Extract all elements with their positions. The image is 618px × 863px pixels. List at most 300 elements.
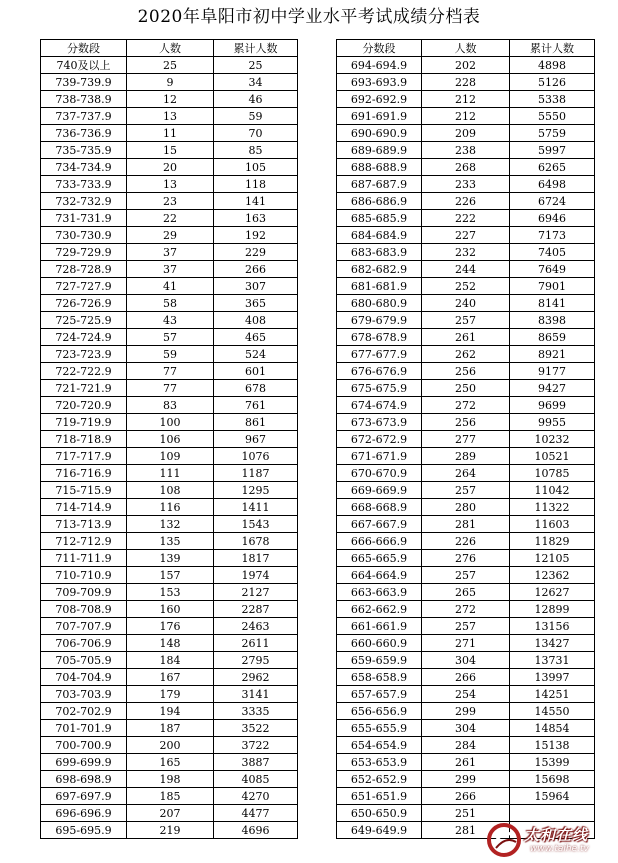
table-row	[41, 567, 298, 584]
table-row	[41, 193, 298, 210]
count-cell: 268	[422, 159, 510, 176]
count-cell: 304	[422, 652, 510, 669]
table-row	[337, 601, 595, 618]
count-cell: 238	[422, 142, 510, 159]
table-row	[41, 737, 298, 754]
score-range-cell: 664-664.9	[337, 567, 422, 584]
count-cell: 100	[127, 414, 214, 431]
taihe-logo-icon	[486, 822, 522, 858]
cumulative-count-cell: 4696	[214, 822, 298, 839]
score-range-cell: 707-707.9	[41, 618, 127, 635]
score-range-cell: 689-689.9	[337, 142, 422, 159]
score-range-cell: 661-661.9	[337, 618, 422, 635]
count-cell: 198	[127, 771, 214, 788]
cumulative-count-cell: 761	[214, 397, 298, 414]
score-range-cell: 708-708.9	[41, 601, 127, 618]
table-row	[41, 74, 298, 91]
cumulative-count-cell: 1817	[214, 550, 298, 567]
cumulative-count-cell: 118	[214, 176, 298, 193]
cumulative-count-cell: 11829	[510, 533, 595, 550]
cumulative-count-cell: 229	[214, 244, 298, 261]
table-row	[337, 652, 595, 669]
table-row	[337, 567, 595, 584]
count-cell: 261	[422, 329, 510, 346]
cumulative-count-cell: 5126	[510, 74, 595, 91]
cumulative-count-cell: 967	[214, 431, 298, 448]
cumulative-count-cell	[510, 805, 595, 822]
column-header-cumulative: 累计人数	[214, 40, 298, 57]
table-row	[337, 448, 595, 465]
table-row	[41, 533, 298, 550]
count-cell: 148	[127, 635, 214, 652]
cumulative-count-cell: 85	[214, 142, 298, 159]
count-cell: 272	[422, 601, 510, 618]
table-row	[41, 159, 298, 176]
count-cell: 212	[422, 108, 510, 125]
table-row	[41, 346, 298, 363]
cumulative-count-cell: 7173	[510, 227, 595, 244]
table-row	[41, 210, 298, 227]
table-row	[337, 261, 595, 278]
count-cell: 272	[422, 397, 510, 414]
cumulative-count-cell: 1974	[214, 567, 298, 584]
score-range-cell: 652-652.9	[337, 771, 422, 788]
cumulative-count-cell: 12627	[510, 584, 595, 601]
table-row	[337, 210, 595, 227]
score-range-cell: 699-699.9	[41, 754, 127, 771]
score-range-cell: 698-698.9	[41, 771, 127, 788]
count-cell: 176	[127, 618, 214, 635]
table-row	[337, 91, 595, 108]
score-range-cell: 729-729.9	[41, 244, 127, 261]
count-cell: 184	[127, 652, 214, 669]
cumulative-count-cell: 6724	[510, 193, 595, 210]
table-row	[41, 669, 298, 686]
cumulative-count-cell: 1187	[214, 465, 298, 482]
count-cell: 232	[422, 244, 510, 261]
cumulative-count-cell: 1295	[214, 482, 298, 499]
table-row	[41, 686, 298, 703]
count-cell: 37	[127, 244, 214, 261]
cumulative-count-cell: 10521	[510, 448, 595, 465]
score-table-right	[336, 39, 595, 839]
table-row	[41, 244, 298, 261]
score-range-cell: 696-696.9	[41, 805, 127, 822]
table-row	[337, 193, 595, 210]
page-title: 2020年阜阳市初中学业水平考试成绩分档表	[137, 7, 481, 27]
score-range-cell: 705-705.9	[41, 652, 127, 669]
table-row	[337, 618, 595, 635]
score-range-cell: 716-716.9	[41, 465, 127, 482]
score-range-cell: 702-702.9	[41, 703, 127, 720]
table-row	[337, 244, 595, 261]
count-cell: 261	[422, 754, 510, 771]
table-row	[41, 465, 298, 482]
score-range-cell: 686-686.9	[337, 193, 422, 210]
score-range-cell: 651-651.9	[337, 788, 422, 805]
table-row	[41, 788, 298, 805]
table-row	[41, 397, 298, 414]
count-cell: 257	[422, 567, 510, 584]
score-range-cell: 735-735.9	[41, 142, 127, 159]
table-row	[337, 669, 595, 686]
watermark-text: 太和在线	[524, 826, 589, 844]
count-cell: 109	[127, 448, 214, 465]
score-range-cell: 731-731.9	[41, 210, 127, 227]
table-row	[337, 788, 595, 805]
score-table-left	[40, 39, 298, 839]
table-row	[337, 533, 595, 550]
column-header-count: 人数	[127, 40, 214, 57]
score-range-cell: 714-714.9	[41, 499, 127, 516]
table-row	[337, 278, 595, 295]
table-row	[41, 142, 298, 159]
table-row	[41, 414, 298, 431]
table-row	[337, 363, 595, 380]
column-header-cumulative: 累计人数	[510, 40, 595, 57]
cumulative-count-cell: 14854	[510, 720, 595, 737]
count-cell: 116	[127, 499, 214, 516]
score-range-cell: 660-660.9	[337, 635, 422, 652]
count-cell: 209	[422, 125, 510, 142]
score-range-cell: 740及以上	[41, 57, 127, 74]
count-cell: 200	[127, 737, 214, 754]
table-row	[41, 125, 298, 142]
cumulative-count-cell: 524	[214, 346, 298, 363]
count-cell: 264	[422, 465, 510, 482]
table-row	[337, 686, 595, 703]
table-row	[41, 448, 298, 465]
cumulative-count-cell: 5550	[510, 108, 595, 125]
table-row	[337, 176, 595, 193]
count-cell: 194	[127, 703, 214, 720]
score-range-cell: 726-726.9	[41, 295, 127, 312]
score-range-cell: 720-720.9	[41, 397, 127, 414]
count-cell: 226	[422, 533, 510, 550]
table-row	[41, 176, 298, 193]
cumulative-count-cell: 601	[214, 363, 298, 380]
column-header-count: 人数	[422, 40, 510, 57]
count-cell: 276	[422, 550, 510, 567]
column-header-score-range: 分数段	[41, 40, 127, 57]
cumulative-count-cell: 13997	[510, 669, 595, 686]
table-row	[41, 635, 298, 652]
count-cell: 257	[422, 312, 510, 329]
count-cell: 254	[422, 686, 510, 703]
count-cell: 77	[127, 363, 214, 380]
score-range-cell: 673-673.9	[337, 414, 422, 431]
count-cell: 251	[422, 805, 510, 822]
score-range-cell: 657-657.9	[337, 686, 422, 703]
count-cell: 9	[127, 74, 214, 91]
score-range-cell: 692-692.9	[337, 91, 422, 108]
cumulative-count-cell: 70	[214, 125, 298, 142]
score-range-cell: 676-676.9	[337, 363, 422, 380]
table-row	[41, 516, 298, 533]
table-row	[337, 635, 595, 652]
score-range-cell: 665-665.9	[337, 550, 422, 567]
table-row	[41, 652, 298, 669]
score-range-cell: 685-685.9	[337, 210, 422, 227]
count-cell: 179	[127, 686, 214, 703]
score-range-cell: 656-656.9	[337, 703, 422, 720]
count-cell: 226	[422, 193, 510, 210]
count-cell: 207	[127, 805, 214, 822]
score-range-cell: 650-650.9	[337, 805, 422, 822]
table-row	[337, 227, 595, 244]
score-range-cell: 718-718.9	[41, 431, 127, 448]
cumulative-count-cell: 3522	[214, 720, 298, 737]
cumulative-count-cell: 465	[214, 329, 298, 346]
cumulative-count-cell: 7901	[510, 278, 595, 295]
table-row	[337, 703, 595, 720]
column-header-score-range: 分数段	[337, 40, 422, 57]
table-row	[41, 227, 298, 244]
score-range-cell: 722-722.9	[41, 363, 127, 380]
cumulative-count-cell: 8398	[510, 312, 595, 329]
score-range-cell: 662-662.9	[337, 601, 422, 618]
count-cell: 15	[127, 142, 214, 159]
table-row	[41, 584, 298, 601]
cumulative-count-cell: 4085	[214, 771, 298, 788]
score-range-cell: 658-658.9	[337, 669, 422, 686]
cumulative-count-cell: 9427	[510, 380, 595, 397]
table-row	[41, 91, 298, 108]
cumulative-count-cell: 11603	[510, 516, 595, 533]
table-row	[41, 771, 298, 788]
count-cell: 29	[127, 227, 214, 244]
count-cell: 257	[422, 482, 510, 499]
cumulative-count-cell: 4898	[510, 57, 595, 74]
count-cell: 13	[127, 108, 214, 125]
count-cell: 265	[422, 584, 510, 601]
score-range-cell: 687-687.9	[337, 176, 422, 193]
count-cell: 240	[422, 295, 510, 312]
cumulative-count-cell: 1678	[214, 533, 298, 550]
cumulative-count-cell: 2611	[214, 635, 298, 652]
cumulative-count-cell: 14251	[510, 686, 595, 703]
count-cell: 22	[127, 210, 214, 227]
score-range-cell: 712-712.9	[41, 533, 127, 550]
score-range-cell: 675-675.9	[337, 380, 422, 397]
count-cell: 219	[127, 822, 214, 839]
table-row	[337, 346, 595, 363]
count-cell: 212	[422, 91, 510, 108]
count-cell: 23	[127, 193, 214, 210]
count-cell: 299	[422, 703, 510, 720]
cumulative-count-cell: 11042	[510, 482, 595, 499]
score-range-cell: 715-715.9	[41, 482, 127, 499]
score-range-cell: 680-680.9	[337, 295, 422, 312]
count-cell: 185	[127, 788, 214, 805]
table-row	[337, 771, 595, 788]
score-range-cell: 667-667.9	[337, 516, 422, 533]
table-row	[41, 278, 298, 295]
score-range-cell: 711-711.9	[41, 550, 127, 567]
table-row	[337, 482, 595, 499]
score-range-cell: 671-671.9	[337, 448, 422, 465]
cumulative-count-cell: 1411	[214, 499, 298, 516]
cumulative-count-cell: 8921	[510, 346, 595, 363]
table-row	[337, 431, 595, 448]
score-range-cell: 700-700.9	[41, 737, 127, 754]
table-row	[337, 108, 595, 125]
table-row	[41, 550, 298, 567]
count-cell: 58	[127, 295, 214, 312]
score-range-cell: 663-663.9	[337, 584, 422, 601]
table-row	[41, 601, 298, 618]
count-cell: 108	[127, 482, 214, 499]
score-range-cell: 717-717.9	[41, 448, 127, 465]
count-cell: 37	[127, 261, 214, 278]
score-range-cell: 728-728.9	[41, 261, 127, 278]
cumulative-count-cell: 3722	[214, 737, 298, 754]
score-range-cell: 690-690.9	[337, 125, 422, 142]
count-cell: 271	[422, 635, 510, 652]
count-cell: 77	[127, 380, 214, 397]
table-row	[41, 312, 298, 329]
count-cell: 222	[422, 210, 510, 227]
score-range-cell: 677-677.9	[337, 346, 422, 363]
table-row	[337, 737, 595, 754]
cumulative-count-cell: 1076	[214, 448, 298, 465]
cumulative-count-cell: 59	[214, 108, 298, 125]
count-cell: 157	[127, 567, 214, 584]
count-cell: 139	[127, 550, 214, 567]
count-cell: 304	[422, 720, 510, 737]
count-cell: 266	[422, 788, 510, 805]
table-row	[41, 754, 298, 771]
table-row	[41, 703, 298, 720]
score-range-cell: 668-668.9	[337, 499, 422, 516]
score-range-cell: 706-706.9	[41, 635, 127, 652]
score-range-cell: 674-674.9	[337, 397, 422, 414]
count-cell: 256	[422, 414, 510, 431]
score-range-cell: 721-721.9	[41, 380, 127, 397]
cumulative-count-cell: 2127	[214, 584, 298, 601]
table-row	[337, 295, 595, 312]
cumulative-count-cell: 3141	[214, 686, 298, 703]
cumulative-count-cell: 10232	[510, 431, 595, 448]
table-row	[337, 805, 595, 822]
cumulative-count-cell: 861	[214, 414, 298, 431]
table-header-row	[337, 40, 595, 57]
cumulative-count-cell: 9955	[510, 414, 595, 431]
cumulative-count-cell: 2287	[214, 601, 298, 618]
score-range-cell: 654-654.9	[337, 737, 422, 754]
table-row	[337, 516, 595, 533]
cumulative-count-cell: 163	[214, 210, 298, 227]
count-cell: 202	[422, 57, 510, 74]
score-range-cell: 681-681.9	[337, 278, 422, 295]
count-cell: 299	[422, 771, 510, 788]
cumulative-count-cell: 12899	[510, 601, 595, 618]
score-range-cell: 703-703.9	[41, 686, 127, 703]
count-cell: 160	[127, 601, 214, 618]
cumulative-count-cell: 9177	[510, 363, 595, 380]
table-row	[41, 720, 298, 737]
cumulative-count-cell: 6946	[510, 210, 595, 227]
count-cell: 135	[127, 533, 214, 550]
count-cell: 257	[422, 618, 510, 635]
table-row	[41, 822, 298, 839]
score-range-cell: 672-672.9	[337, 431, 422, 448]
cumulative-count-cell: 4477	[214, 805, 298, 822]
score-range-cell: 653-653.9	[337, 754, 422, 771]
cumulative-count-cell: 2795	[214, 652, 298, 669]
score-range-cell: 649-649.9	[337, 822, 422, 839]
cumulative-count-cell: 7649	[510, 261, 595, 278]
score-range-cell: 682-682.9	[337, 261, 422, 278]
count-cell: 132	[127, 516, 214, 533]
count-cell: 244	[422, 261, 510, 278]
cumulative-count-cell: 13156	[510, 618, 595, 635]
table-row	[337, 312, 595, 329]
cumulative-count-cell: 408	[214, 312, 298, 329]
count-cell: 187	[127, 720, 214, 737]
score-range-cell: 683-683.9	[337, 244, 422, 261]
table-row	[337, 499, 595, 516]
cumulative-count-cell: 9699	[510, 397, 595, 414]
table-row	[41, 482, 298, 499]
cumulative-count-cell: 15399	[510, 754, 595, 771]
table-row	[41, 261, 298, 278]
score-range-cell: 701-701.9	[41, 720, 127, 737]
cumulative-count-cell: 13731	[510, 652, 595, 669]
table-row	[337, 142, 595, 159]
table-row	[337, 720, 595, 737]
table-row	[337, 57, 595, 74]
count-cell: 12	[127, 91, 214, 108]
score-range-cell: 739-739.9	[41, 74, 127, 91]
score-range-cell: 695-695.9	[41, 822, 127, 839]
table-header-row	[41, 40, 298, 57]
count-cell: 256	[422, 363, 510, 380]
count-cell: 153	[127, 584, 214, 601]
cumulative-count-cell: 25	[214, 57, 298, 74]
count-cell: 281	[422, 822, 510, 839]
cumulative-count-cell: 1543	[214, 516, 298, 533]
score-range-cell: 730-730.9	[41, 227, 127, 244]
count-cell: 167	[127, 669, 214, 686]
count-cell: 266	[422, 669, 510, 686]
table-row	[41, 57, 298, 74]
cumulative-count-cell: 8659	[510, 329, 595, 346]
score-range-cell: 713-713.9	[41, 516, 127, 533]
score-range-cell: 709-709.9	[41, 584, 127, 601]
table-row	[337, 465, 595, 482]
cumulative-count-cell: 15138	[510, 737, 595, 754]
cumulative-count-cell: 46	[214, 91, 298, 108]
score-range-cell: 684-684.9	[337, 227, 422, 244]
cumulative-count-cell: 678	[214, 380, 298, 397]
table-row	[41, 108, 298, 125]
table-row	[337, 380, 595, 397]
count-cell: 289	[422, 448, 510, 465]
score-range-cell: 694-694.9	[337, 57, 422, 74]
cumulative-count-cell: 34	[214, 74, 298, 91]
count-cell: 252	[422, 278, 510, 295]
table-row	[337, 125, 595, 142]
score-range-cell: 738-738.9	[41, 91, 127, 108]
score-range-cell: 727-727.9	[41, 278, 127, 295]
cumulative-count-cell: 141	[214, 193, 298, 210]
score-range-cell: 723-723.9	[41, 346, 127, 363]
table-row	[337, 329, 595, 346]
count-cell: 106	[127, 431, 214, 448]
score-range-cell: 719-719.9	[41, 414, 127, 431]
cumulative-count-cell: 12362	[510, 567, 595, 584]
